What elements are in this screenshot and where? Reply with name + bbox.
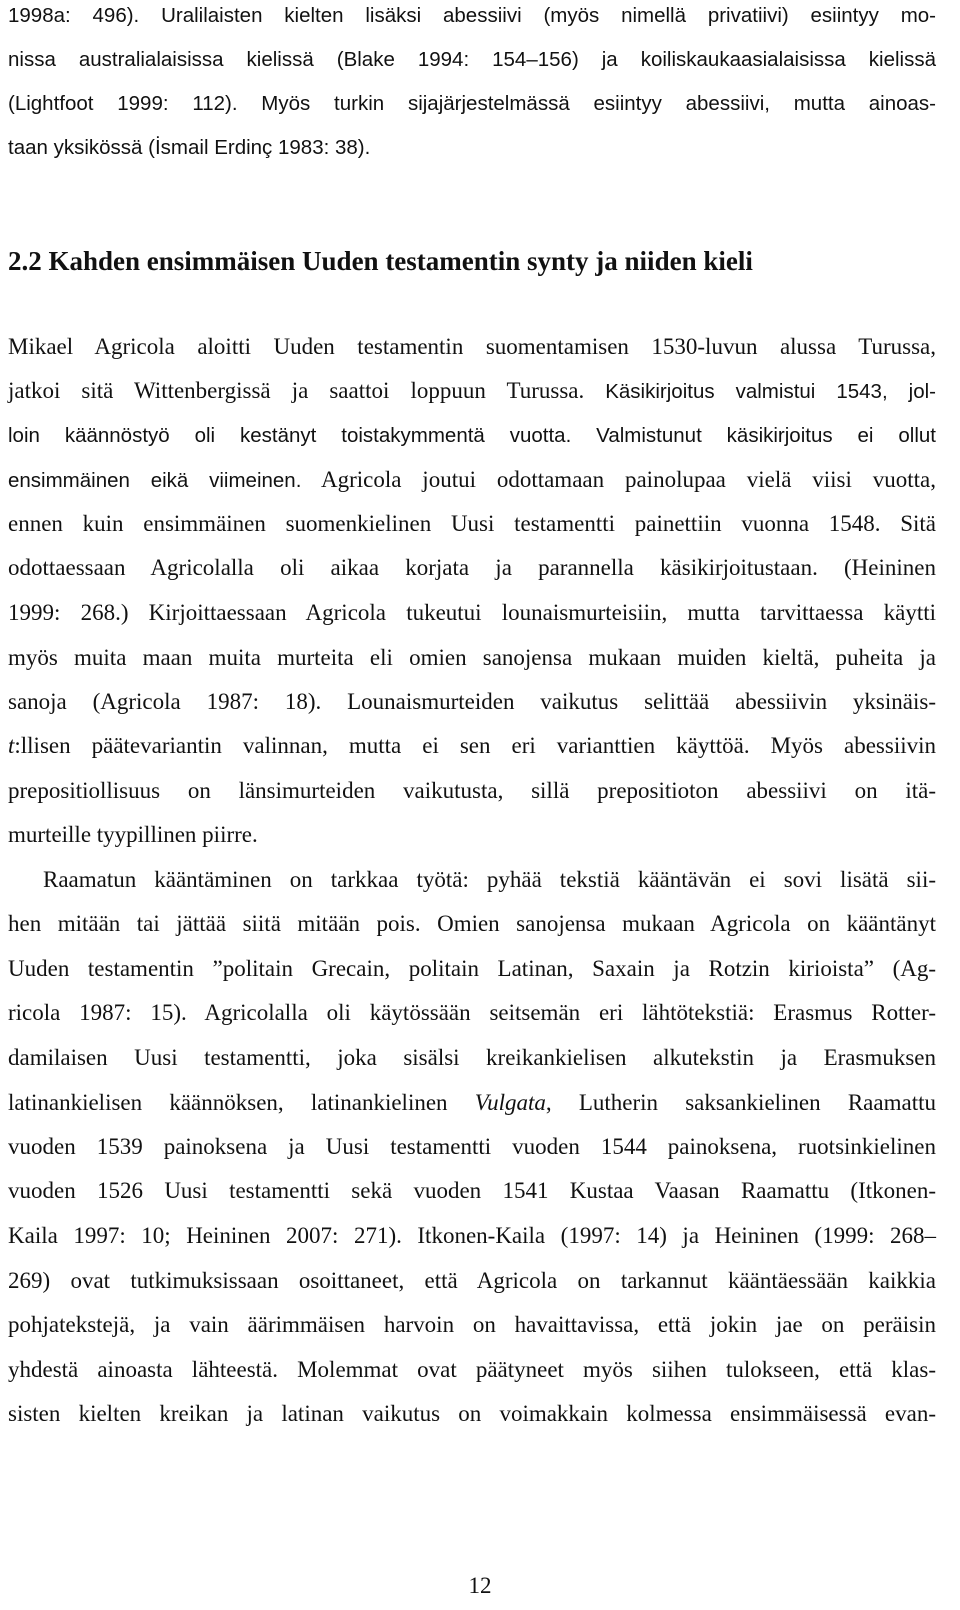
paragraph1-line-4 xyxy=(8,467,936,494)
section-heading: 2.2 Kahden ensimmäisen Uuden testamentin synty ja niiden kieli xyxy=(8,246,753,276)
paragraph2-line-1 xyxy=(8,867,936,893)
paragraph2-line-10: 269) ovat tutkimuksissaan osoittaneet, että Agricola on tarkannut kääntäessään kaikkia xyxy=(8,1268,936,1293)
paragraph2-line-12: yhdestä ainoasta lähteestä. Molemmat ovat päätyneet myös siihen tulokseen, että klas- xyxy=(8,1357,936,1382)
paragraph2-line-11: pohjatekstejä, ja vain äärimmäisen harvoin on havaittavissa, että jokin jae on peräisin xyxy=(8,1312,936,1337)
paragraph1-line-10-rest: :llisen päätevariantin valinnan, mutta ei sen eri varianttien käyttöä. Myös abessiivin xyxy=(14,733,936,758)
intro-line-2: nissa australialaisissa kielissä (Blake 1994: 154–156) ja koiliskaukaasialaisissa kielissä xyxy=(8,48,936,71)
paragraph2-line-4: ricola 1987: 15). Agricolalla oli käytössään seitsemän eri lähtötekstiä: Erasmus Rotter- xyxy=(8,1000,936,1025)
intro-line-3: (Lightfoot 1999: 112). Myös turkin sijajärjestelmässä esiintyy abessiivi, mutta ainoas- xyxy=(8,92,936,115)
paragraph1-line-2 xyxy=(8,378,936,405)
paragraph1-line-12: murteille tyypillinen piirre. xyxy=(8,822,258,847)
paragraph2-line-1-text: Raamatun kääntäminen on tarkkaa työtä: pyhää tekstiä kääntävän ei sovi lisätä sii- xyxy=(43,867,936,892)
paragraph1-line-2b: Käsikirjoitus valmistui 1543, jol- xyxy=(584,380,936,403)
paragraph2-vulgata-italic: Vulgata xyxy=(474,1090,546,1115)
paragraph1-line-5: ennen kuin ensimmäinen suomenkielinen Uusi testamentti painettiin vuonna 1548. Sitä xyxy=(8,511,936,536)
paragraph1-line-3 xyxy=(8,422,936,449)
paragraph2-line-9: Kaila 1997: 10; Heininen 2007: 271). Itkonen-Kaila (1997: 14) ja Heininen (1999: 268– xyxy=(8,1223,936,1248)
paragraph2-line-8: vuoden 1526 Uusi testamentti sekä vuoden 1541 Kustaa Vaasan Raamattu (Itkonen- xyxy=(8,1178,936,1203)
paragraph2-line-5: damilaisen Uusi testamentti, joka sisälsi kreikankielisen alkutekstin ja Erasmuksen xyxy=(8,1045,936,1070)
paragraph1-line-10 xyxy=(8,733,936,759)
paragraph1-line-11: prepositiollisuus on länsimurteiden vaikutusta, sillä prepositioton abessiivi on itä- xyxy=(8,778,936,803)
paragraph1-line-10-italic-t: t xyxy=(8,733,15,758)
paragraph2-line-7: vuoden 1539 painoksena ja Uusi testamentti vuoden 1544 painoksena, ruotsinkielinen xyxy=(8,1134,936,1159)
paragraph2-line-6 xyxy=(8,1090,936,1116)
paragraph2-line-13: sisten kielten kreikan ja latinan vaikutus on voimakkain kolmessa ensimmäisessä evan- xyxy=(8,1401,936,1426)
paragraph1-line-4a: ensimmäinen eikä viimeinen. xyxy=(8,469,302,492)
paragraph2-line-3: Uuden testamentin ”politain Grecain, politain Latinan, Saxain ja Rotzin kirioista” (Ag- xyxy=(8,956,936,981)
paragraph1-line-7: 1999: 268.) Kirjoittaessaan Agricola tukeutui lounaismurteisiin, mutta tarvittaessa käytti xyxy=(8,600,936,625)
paragraph2-line-6a: latinankielisen käännöksen, latinankielinen xyxy=(8,1090,475,1115)
paragraph1-line-3a: loin käännöstyö oli kestänyt toistakymmentä vuotta. xyxy=(8,424,572,447)
intro-line-4: taan yksikössä (İsmail Erdinç 1983: 38). xyxy=(8,136,371,159)
paragraph1-line-2a: jatkoi sitä Wittenbergissä ja saattoi loppuun Turussa. xyxy=(8,378,585,403)
page-number: 12 xyxy=(468,1573,492,1598)
paragraph1-line-1: Mikael Agricola aloitti Uuden testamentin suomentamisen 1530-luvun alussa Turussa, xyxy=(8,334,936,359)
paragraph2-line-6c: , Lutherin saksankielinen Raamattu xyxy=(545,1090,936,1115)
intro-line-1: 1998a: 496). Uralilaisten kielten lisäksi abessiivi (myös nimellä privatiivi) esiintyy mo- xyxy=(8,4,936,27)
paragraph2-line-2: hen mitään tai jättää siitä mitään pois. Omien sanojensa mukaan Agricola on kääntänyt xyxy=(8,911,936,936)
paragraph1-line-8: myös muita maan muita murteita eli omien sanojensa mukaan muiden kieltä, puheita ja xyxy=(8,645,936,670)
paragraph1-line-9: sanoja (Agricola 1987: 18). Lounaismurteiden vaikutus selittää abessiivin yksinäis- xyxy=(8,689,936,714)
paragraph1-line-4b: Agricola joutui odottamaan painolupaa vielä viisi vuotta, xyxy=(301,467,936,492)
paragraph1-line-3b: Valmistunut käsikirjoitus ei ollut xyxy=(571,424,936,447)
paragraph1-line-6: odottaessaan Agricolalla oli aikaa korjata ja parannella käsikirjoitustaan. (Heininen xyxy=(8,555,936,580)
